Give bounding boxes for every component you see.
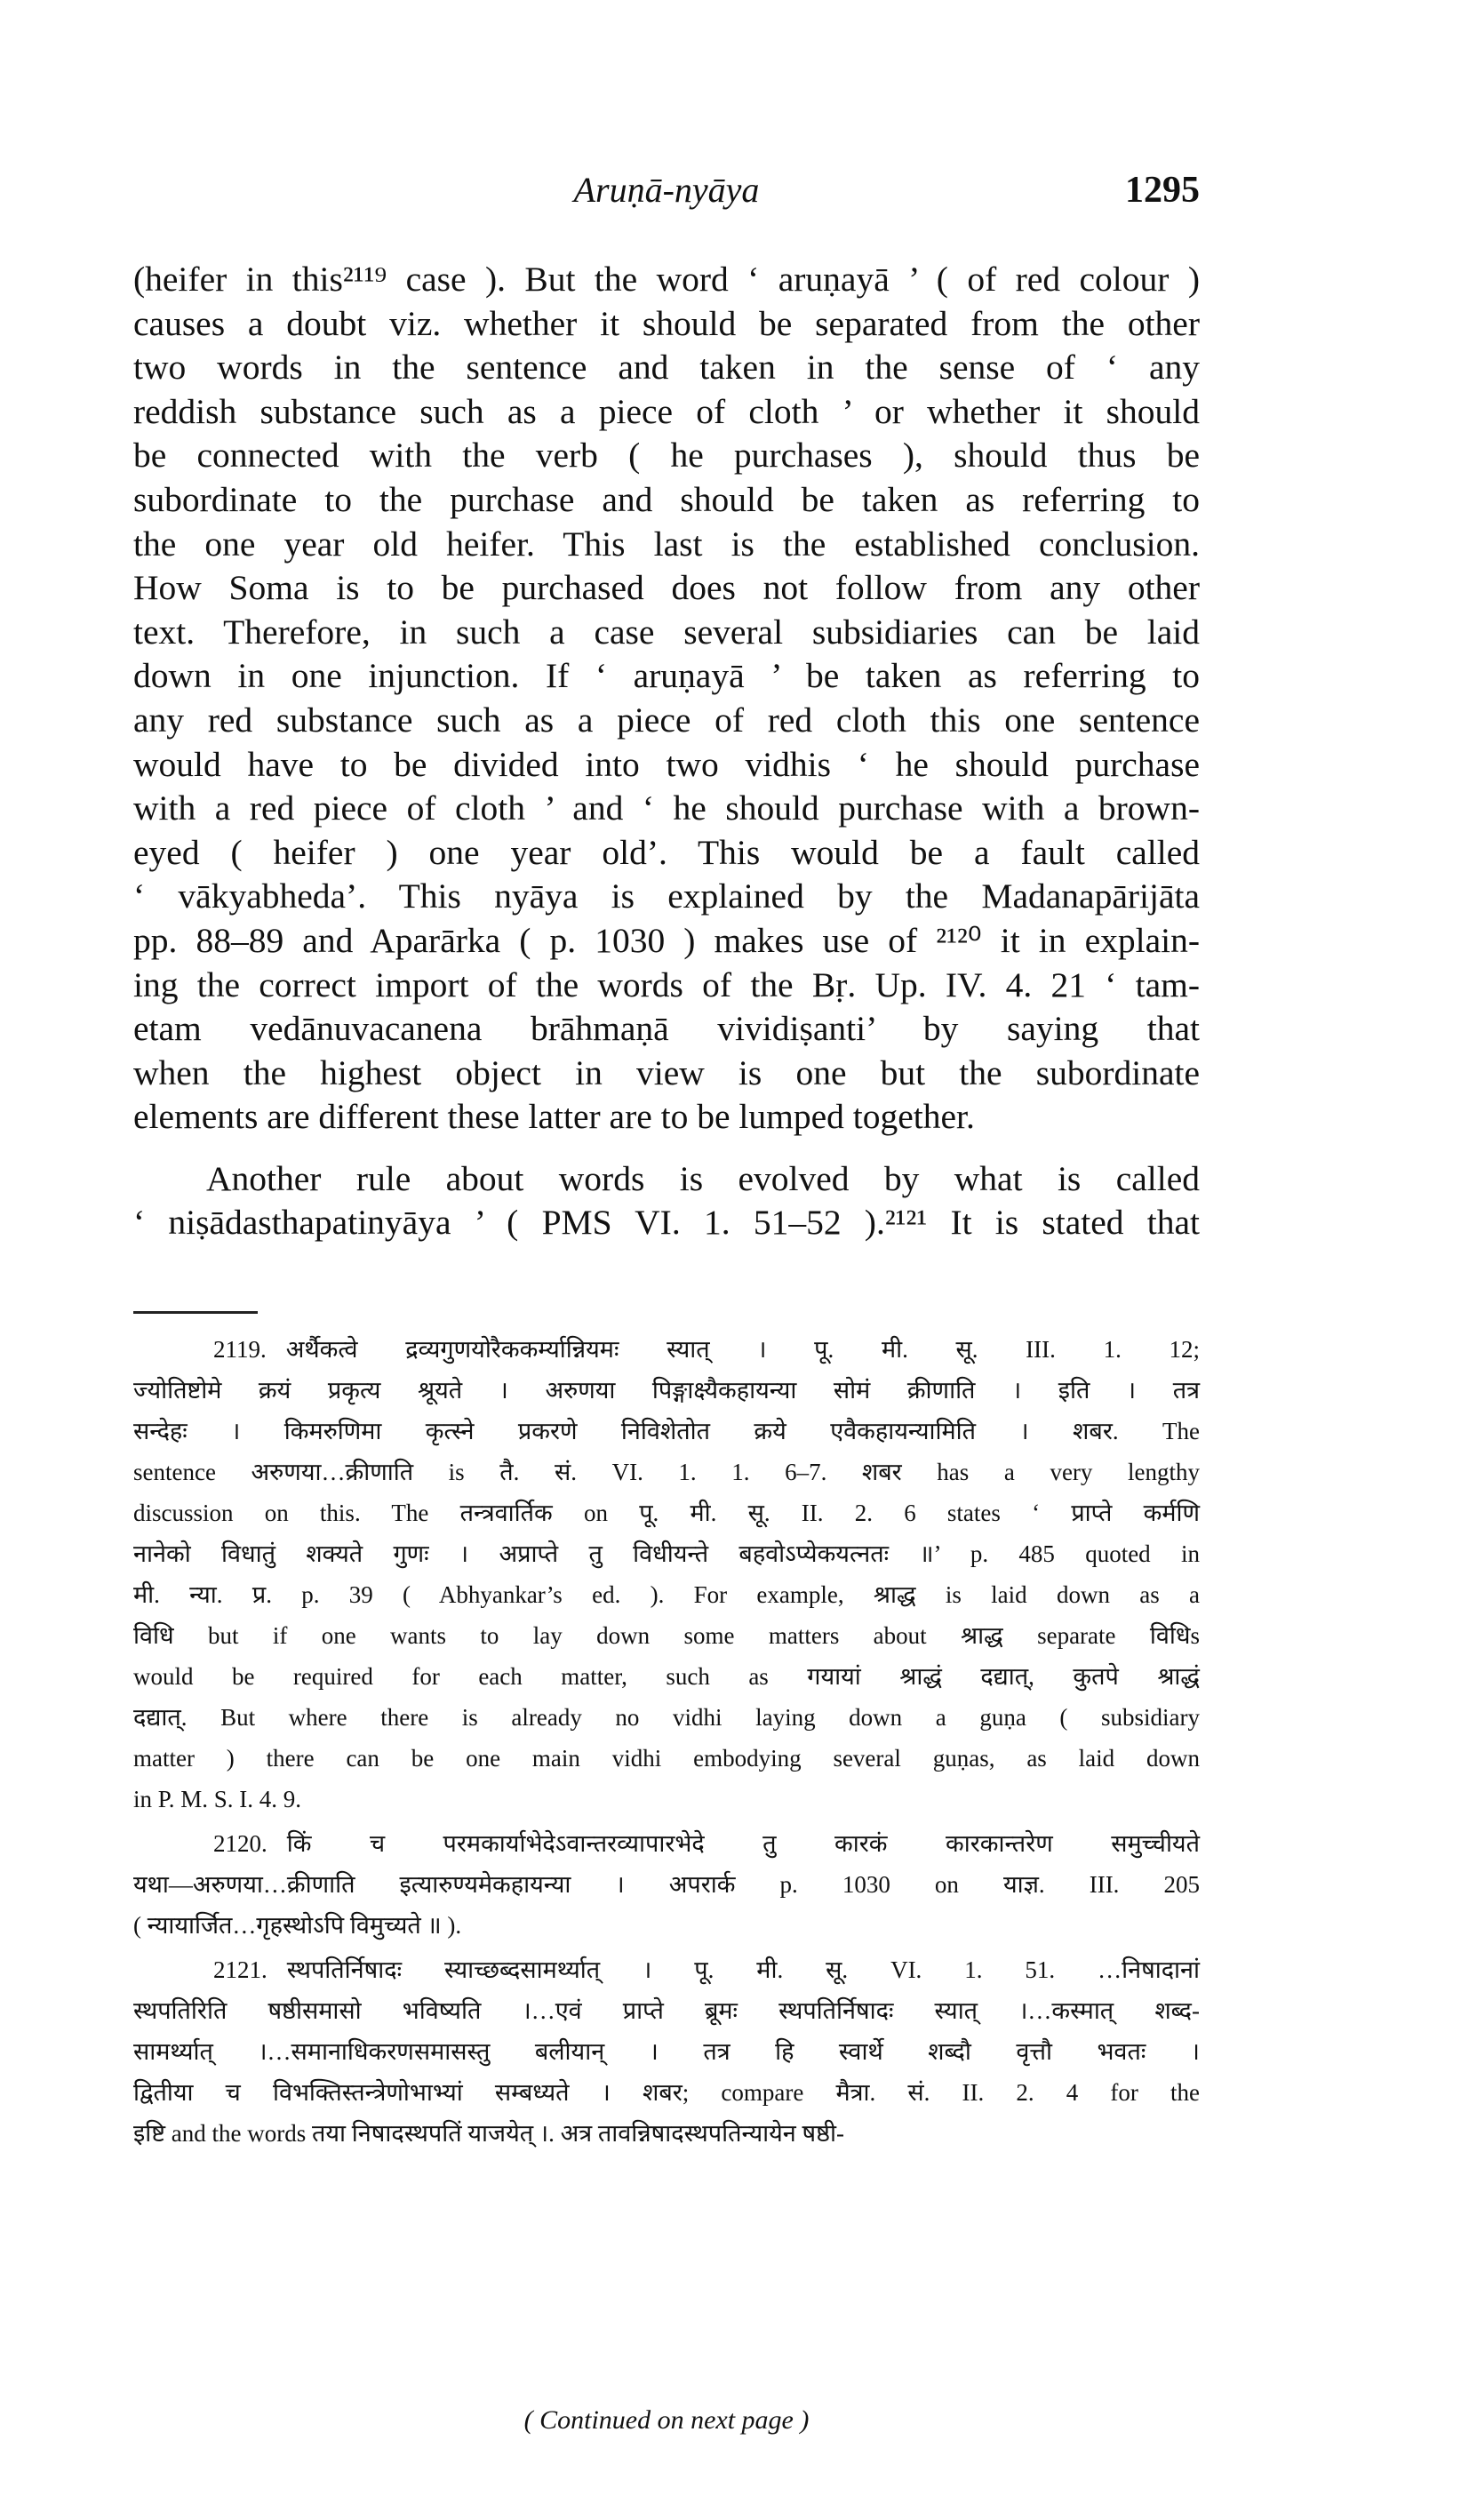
footnote-line-text: किं च परमकार्याभेदेऽवान्तरव्यापारभेदे तु कारकं कारकान्तरेण समुच्चीयते (286, 1830, 1200, 1857)
body-line: ‘ vākyabheda’. This nyāya is explained by the Madanapārijāta (133, 876, 1200, 916)
footnote-2120 (133, 1823, 1200, 1946)
footnote-line (133, 1823, 1200, 1864)
footnote-separator (133, 1311, 258, 1314)
body-line (133, 1157, 1200, 1202)
footnote-2119 (133, 1329, 1200, 1820)
body-line: pp. 88–89 and Aparārka ( p. 1030 ) makes use of ²¹²⁰ it in explain- (133, 920, 1200, 960)
body-line: etam vedānuvacanena brāhmaṇā vividiṣanti’ by saying that (133, 1009, 1200, 1049)
footnote-line: matter ) there can be one main vidhi embodying several guṇas, as laid down (133, 1745, 1200, 1772)
body-line: down in one injunction. If ‘ aruṇayā ’ be taken as referring to (133, 656, 1200, 696)
page-number: 1295 (1125, 170, 1200, 211)
footnote-line: यथा—अरुणया…क्रीणाति इत्यारुण्यमेकहायन्या । अपरार्क p. 1030 on याज्ञ. III. 205 (133, 1871, 1200, 1898)
running-title: Aruṇā-nyāya (573, 170, 760, 210)
footnote-line: विधि but if one wants to lay down some matters about श्राद्ध separate विधिs (133, 1622, 1200, 1649)
body-line: text. Therefore, in such a case several subsidiaries can be laid (133, 612, 1200, 652)
footnote-number: 2120. (213, 1830, 267, 1857)
body-line: eyed ( heifer ) one year old’. This would be a fault called (133, 832, 1200, 872)
footnote-line: स्थपतिरिति षष्ठीसमासो भविष्यति ।…एवं प्राप्ते ब्रूमः स्थपतिर्निषादः स्यात् ।…कस्मात् शब्द- (133, 1997, 1200, 2024)
footnote-number: 2119. (213, 1336, 267, 1363)
footnote-line: मी. न्या. प्र. p. 39 ( Abhyankar’s ed. ). For example, श्राद्ध is laid down as a (133, 1581, 1200, 1608)
footnote-line: सामर्थ्यात् ।…समानाधिकरणसमासस्तु बलीयान् । तत्र हि स्वार्थे शब्दौ वृत्तौ भवतः । (133, 2038, 1200, 2065)
body-line: ing the correct import of the words of the Bṛ. Up. IV. 4. 21 ‘ tam- (133, 964, 1200, 1004)
footnote-line-text: अर्थैकत्वे द्रव्यगुणयोरैककर्म्यान्नियमः स्यात् । पू. मी. सू. III. 1. 12; (285, 1336, 1200, 1363)
body-line: causes a doubt viz. whether it should be separated from the other (133, 303, 1200, 343)
footnote-line: सन्देहः । किमरुणिमा कृत्स्ने प्रकरणे निविशेतोत क्रये एवैकहायन्यामिति । शबर. The (133, 1418, 1200, 1444)
body-line: elements are different these latter are to be lumped together. (133, 1097, 975, 1137)
footnote-line: द्वितीया च विभक्तिस्तन्त्रेणोभाभ्यां सम्बध्यते । शबर; compare मैत्रा. सं. II. 2. 4 for the (133, 2079, 1200, 2106)
main-text (133, 258, 1200, 1245)
body-line: the one year old heifer. This last is the established conclusion. (133, 524, 1200, 564)
running-head (133, 169, 1200, 222)
continued-note: ( Continued on next page ) (523, 2405, 810, 2435)
footnote-line: इष्टि and the words तया निषादस्थपतिं याजयेत् ।. अत्र तावन्निषादस्थपतिन्यायेन षष्ठी- (133, 2120, 845, 2147)
footnote-line: दद्यात्. But where there is already no vidhi laying down a guṇa ( subsidiary (133, 1704, 1200, 1731)
footnote-number: 2121. (213, 1956, 267, 1983)
footnote-line: ज्योतिष्टोमे क्रयं प्रकृत्य श्रूयते । अरुणया पिङ्गाक्ष्यैकहायन्या सोमं क्रीणाति । इति । तत्र (133, 1377, 1200, 1404)
body-line: (heifer in this²¹¹⁹ case ). But the word ‘ aruṇayā ’ ( of red colour ) (133, 260, 1200, 299)
footnote-line-text: स्थपतिर्निषादः स्याच्छब्दसामर्थ्यात् । पू. मी. सू. VI. 1. 51. …निषादानां (286, 1956, 1200, 1983)
body-line: with a red piece of cloth ’ and ‘ he should purchase with a brown- (133, 788, 1200, 828)
body-line: be connected with the verb ( he purchases ), should thus be (133, 436, 1200, 476)
footnote-line (133, 1949, 1200, 1990)
footnotes (133, 1329, 1200, 2157)
body-line: two words in the sentence and taken in the sense of ‘ any (133, 348, 1200, 388)
footnote-2121 (133, 1949, 1200, 2154)
footnote-line: in P. M. S. I. 4. 9. (133, 1786, 302, 1812)
body-line: any red substance such as a piece of red cloth this one sentence (133, 700, 1200, 740)
footnote-line (133, 1329, 1200, 1370)
footnote-line: would be required for each matter, such as गयायां श्राद्धं दद्यात्, कुतपे श्राद्धं (133, 1663, 1200, 1690)
footnote-line: नानेको विधातुं शक्यते गुणः । अप्राप्ते तु विधीयन्ते बहवोऽप्येकयत्नतः ॥’ p. 485 quoted in (133, 1540, 1200, 1567)
body-line: subordinate to the purchase and should be taken as referring to (133, 479, 1200, 519)
body-line: reddish substance such as a piece of cloth ’ or whether it should (133, 391, 1200, 431)
body-line: How Soma is to be purchased does not follow from any other (133, 568, 1200, 608)
body-line-text: Another rule about words is evolved by what is called (206, 1158, 1200, 1198)
footnote-line: discussion on this. The तन्त्रवार्तिक on पू. मी. सू. II. 2. 6 states ‘ प्राप्ते कर्मणि (133, 1500, 1200, 1526)
body-line: ‘ niṣādasthapatinyāya ’ ( PMS VI. 1. 51–52 ).²¹²¹ It is stated that (133, 1203, 1200, 1243)
body-line: when the highest object in view is one but the subordinate (133, 1052, 1200, 1092)
footnote-line: ( न्यायार्जित…गृहस्थोऽपि विमुच्यते ॥ ). (133, 1912, 462, 1939)
body-line: would have to be divided into two vidhis ‘ he should purchase (133, 744, 1200, 784)
footnote-line: sentence अरुणया…क्रीणाति is तै. सं. VI. 1. 1. 6–7. शबर has a very lengthy (133, 1459, 1200, 1485)
